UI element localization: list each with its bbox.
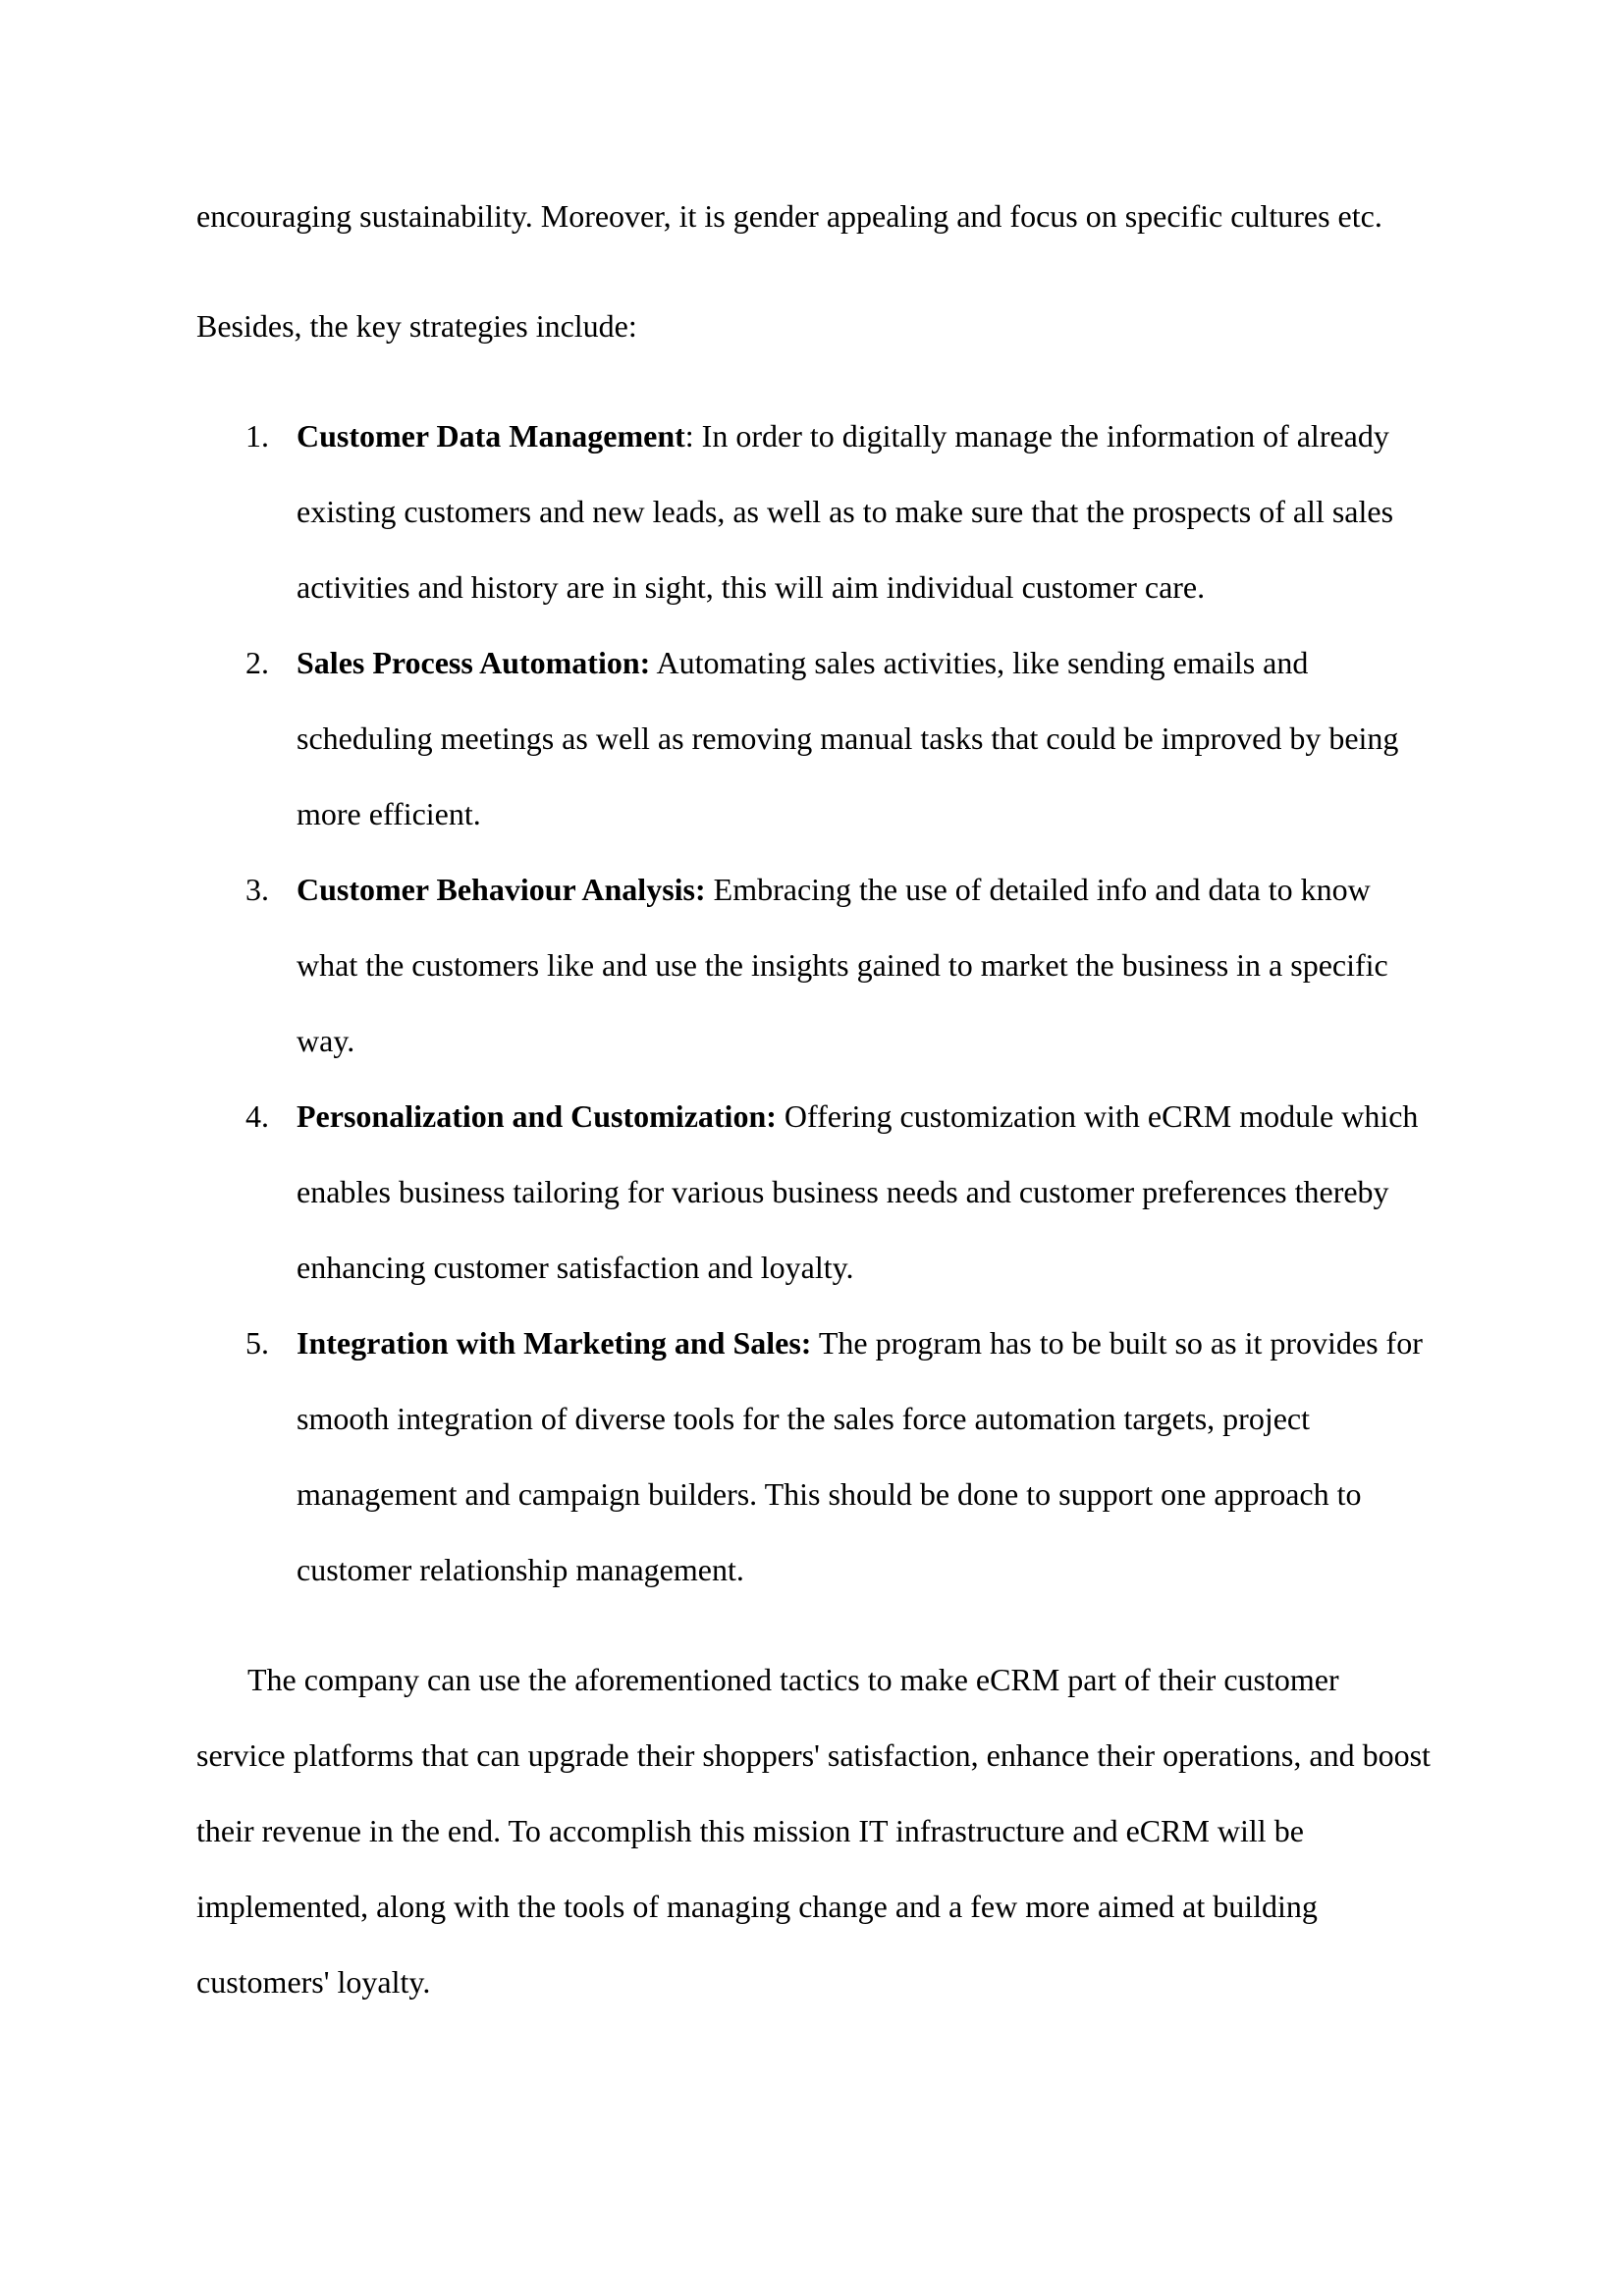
item-number: 2. xyxy=(245,645,269,680)
item-description: The program has to be built so as it provides for smooth integration of diverse tools for the sales force automation targets, project management and campaign builders. This should be done to support one approach to customer relationship management. xyxy=(297,1325,1423,1587)
strategies-intro: Besides, the key strategies include: xyxy=(196,308,637,344)
closing-paragraph: The company can use the aforementioned tactics to make eCRM part of their customer service platforms that can upgrade their shoppers' satisfaction, enhance their operations, and boost their revenue in the end. To accomplish this mission IT infrastructure and eCRM will be implemented, along with the tools of managing change and a few more aimed at building customers' loyalty. xyxy=(196,1662,1431,2000)
strategy-item-4 xyxy=(196,1079,1434,1306)
strategy-item-3 xyxy=(196,852,1434,1079)
page-content xyxy=(196,179,1434,2020)
item-title: Customer Behaviour Analysis: xyxy=(297,872,706,907)
item-number: 5. xyxy=(245,1325,269,1361)
item-number: 1. xyxy=(245,418,269,454)
item-number: 3. xyxy=(245,872,269,907)
item-description: : In order to digitally manage the information of already existing customers and new leads, as well as to make sure that the prospects of all sales activities and history are in sight, this will aim individual customer care. xyxy=(297,418,1394,605)
strategy-list xyxy=(196,399,1434,1608)
item-number: 4. xyxy=(245,1098,269,1134)
item-title: Customer Data Management xyxy=(297,418,685,454)
strategy-item-5 xyxy=(196,1306,1434,1608)
strategy-item-1 xyxy=(196,399,1434,625)
strategy-item-2 xyxy=(196,625,1434,852)
item-title: Sales Process Automation: xyxy=(297,645,651,680)
item-description: Embracing the use of detailed info and data to know what the customers like and use the insights gained to market the business in a specific way. xyxy=(297,872,1388,1058)
continuation-paragraph: encouraging sustainability. Moreover, it is gender appealing and focus on specific cultures etc. xyxy=(196,198,1382,234)
item-description: Offering customization with eCRM module which enables business tailoring for various business needs and customer preferences thereby enhancing customer satisfaction and loyalty. xyxy=(297,1098,1419,1285)
item-title: Integration with Marketing and Sales: xyxy=(297,1325,812,1361)
item-description: Automating sales activities, like sending emails and scheduling meetings as well as removing manual tasks that could be improved by being more efficient. xyxy=(297,645,1399,831)
item-title: Personalization and Customization: xyxy=(297,1098,777,1134)
